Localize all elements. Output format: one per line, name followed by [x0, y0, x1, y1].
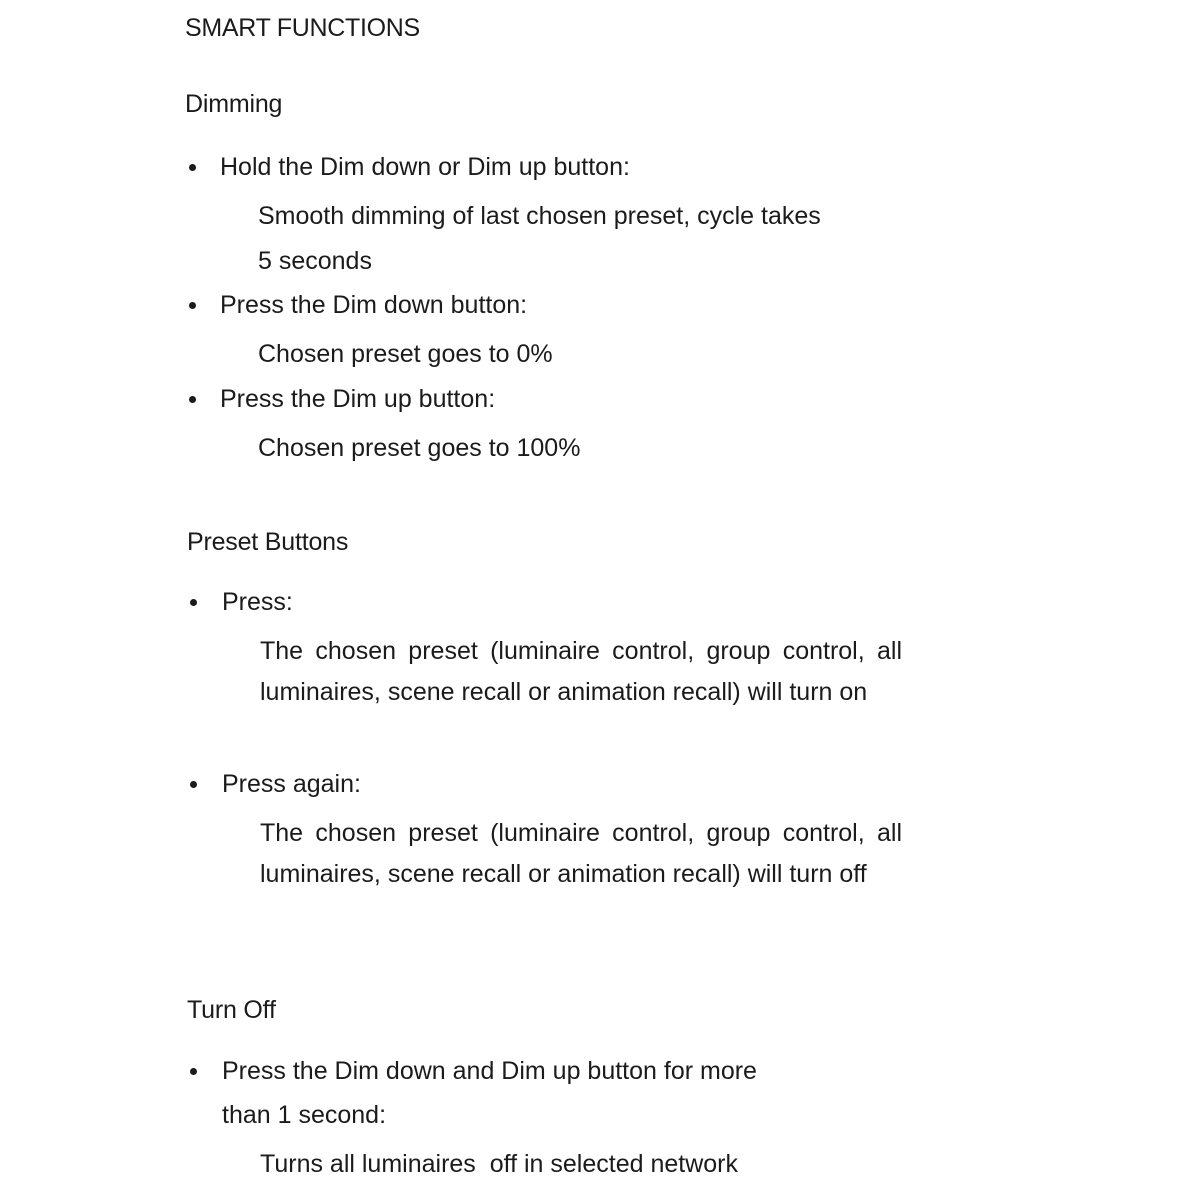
bullet-dot: [189, 396, 196, 403]
list-item-description: Smooth dimming of last chosen preset, cycle takes: [258, 202, 821, 230]
list-item-description: Turns all luminaires off in selected network: [260, 1150, 738, 1178]
list-item-press: Press:: [222, 588, 293, 616]
list-item-description: Chosen preset goes to 0%: [258, 340, 553, 368]
bullet-dot: [190, 781, 197, 788]
section-heading-turn-off: Turn Off: [187, 996, 276, 1024]
list-item-hold-dim-buttons: Hold the Dim down or Dim up button:: [220, 153, 630, 181]
bullet-dot: [190, 1068, 197, 1075]
section-heading-preset-buttons: Preset Buttons: [187, 528, 349, 556]
bullet-dot: [190, 599, 197, 606]
list-item-description: Chosen preset goes to 100%: [258, 434, 581, 462]
bullet-dot: [189, 302, 196, 309]
list-item-press-again: Press again:: [222, 770, 361, 798]
list-item-description: 5 seconds: [258, 247, 372, 275]
bullet-dot: [189, 164, 196, 171]
page-title: SMART FUNCTIONS: [185, 14, 420, 42]
list-item-description: The chosen preset (luminaire control, group control, all luminaires, scene recall or animation recall) will turn off: [260, 819, 902, 888]
list-item-description: The chosen preset (luminaire control, group control, all luminaires, scene recall or animation recall) will turn on: [260, 637, 902, 706]
list-item-press-dim-down: Press the Dim down button:: [220, 291, 528, 319]
list-item-label-continued: than 1 second:: [222, 1101, 387, 1129]
section-heading-dimming: Dimming: [185, 90, 283, 118]
list-item-press-both-dim-buttons: Press the Dim down and Dim up button for more: [222, 1057, 757, 1085]
list-item-press-dim-up: Press the Dim up button:: [220, 385, 496, 413]
